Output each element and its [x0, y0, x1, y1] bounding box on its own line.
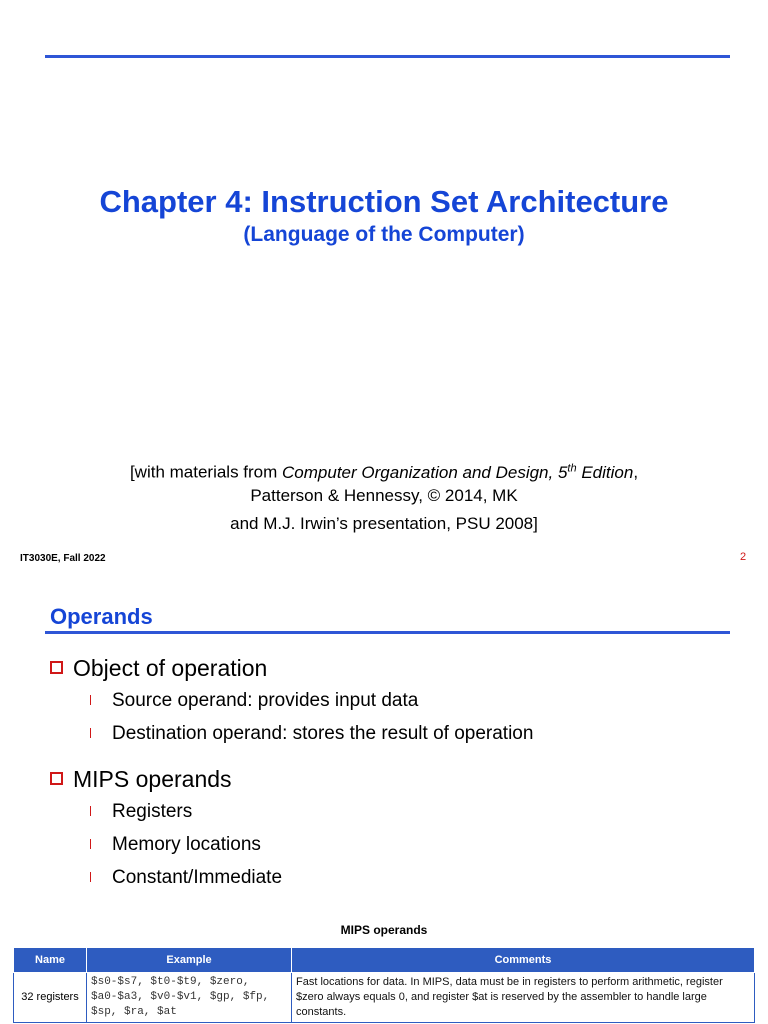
edition-superscript: th — [567, 462, 577, 474]
cell-comments: Fast locations for data. In MIPS, data must be in registers to perform arithmetic, register $zero always equals 0, and register $at is reserved by the assembler to handle large constants. — [292, 973, 755, 1023]
bullet-object-of-operation: Object of operation — [50, 654, 267, 682]
cell-name: 32 registers — [14, 973, 87, 1023]
bullet-mips-operands: MIPS operands — [50, 765, 232, 793]
tick-bullet-icon — [90, 695, 91, 705]
slide-title: Chapter 4: Instruction Set Architecture — [99, 184, 669, 219]
sub-bullet: Constant/Immediate — [90, 866, 282, 890]
operands-rule — [45, 631, 730, 634]
top-rule — [45, 55, 730, 58]
operands-heading: Operands — [50, 604, 153, 629]
header-example: Example — [87, 948, 292, 973]
table-header-row — [14, 948, 755, 973]
tick-bullet-icon — [90, 806, 91, 816]
sub-bullet: Source operand: provides input data — [90, 689, 418, 713]
sub-bullet: Memory locations — [90, 833, 261, 857]
page-number: 2 — [740, 551, 747, 563]
credit-line-3: and M.J. Irwin’s presentation, PSU 2008] — [230, 514, 538, 533]
header-name: Name — [14, 948, 87, 973]
credit-line-2: Patterson & Hennessy, © 2014, MK — [250, 486, 518, 505]
credit-line-1 — [0, 457, 768, 484]
cell-example: $s0-$s7, $t0-$t9, $zero, $a0-$a3, $v0-$v1, $gp, $fp, $sp, $ra, $at — [87, 973, 292, 1023]
tick-bullet-icon — [90, 728, 91, 738]
book-title: Computer Organization and Design, 5th Edition — [282, 462, 634, 482]
table-row — [14, 973, 755, 1023]
course-footer: IT3030E, Fall 2022 — [20, 553, 106, 564]
table-title: MIPS operands — [340, 923, 428, 937]
mips-operands-table — [13, 947, 755, 1023]
tick-bullet-icon — [90, 839, 91, 849]
tick-bullet-icon — [90, 872, 91, 882]
square-bullet-icon — [50, 772, 63, 785]
credit-prefix: [with materials from — [129, 462, 283, 482]
header-comments: Comments — [292, 948, 755, 973]
sub-bullet: Destination operand: stores the result of operation — [90, 722, 533, 746]
square-bullet-icon — [50, 661, 63, 674]
credit-comma: , — [633, 462, 639, 482]
slide-subtitle: (Language of the Computer) — [243, 223, 525, 246]
sub-bullet: Registers — [90, 800, 192, 824]
